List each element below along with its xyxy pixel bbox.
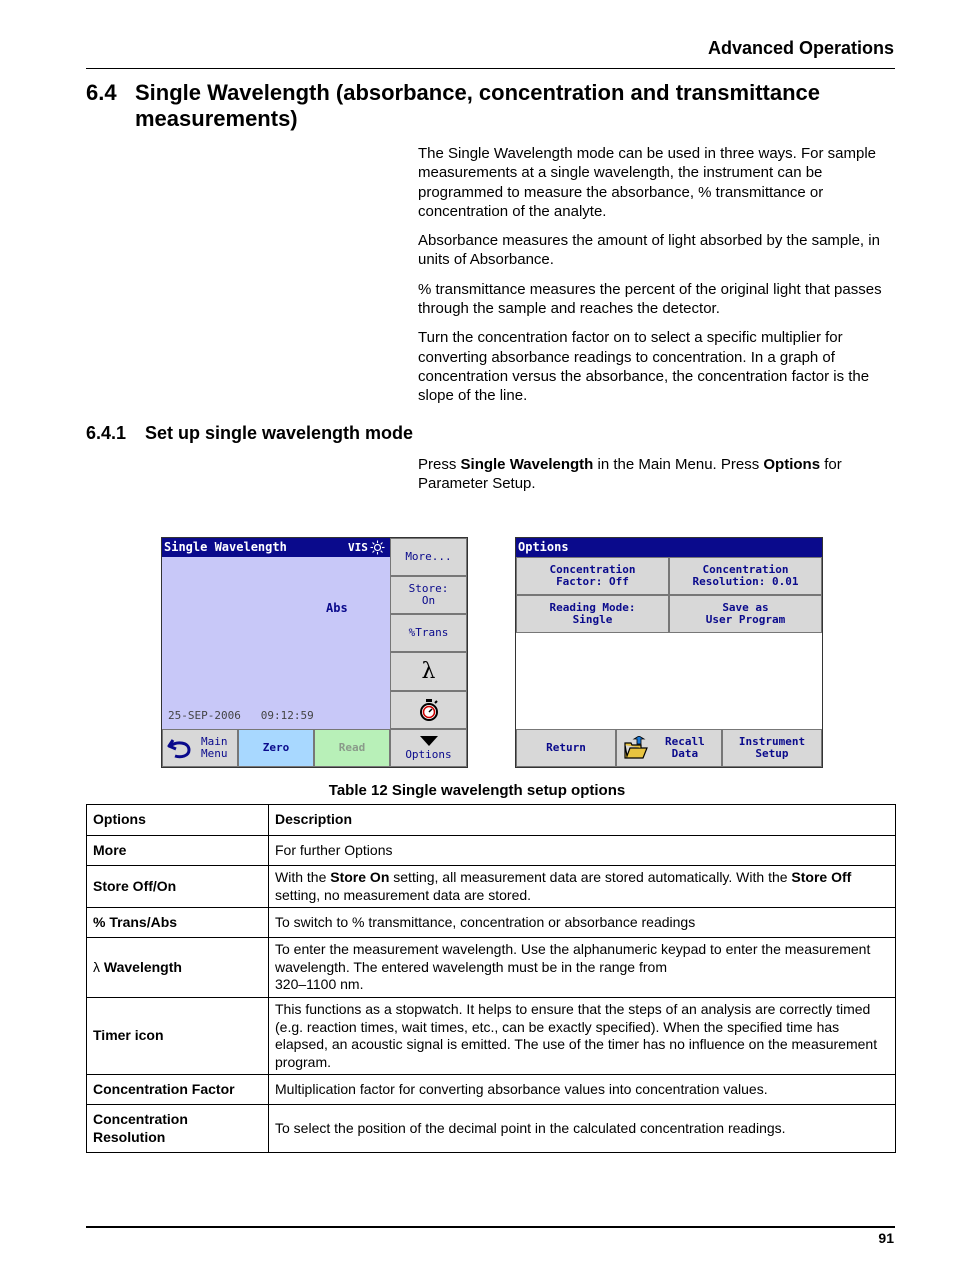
return-button[interactable]: Return	[516, 729, 616, 767]
column-header: Description	[269, 805, 896, 836]
setup-options-table	[86, 804, 896, 1153]
option-cell	[87, 938, 269, 998]
screen-title: Single Wavelength	[164, 540, 287, 554]
down-triangle-icon	[420, 736, 438, 746]
concentration-factor-button[interactable]: Concentration Factor: Off	[516, 557, 669, 595]
table-row	[87, 1075, 896, 1105]
option-cell: Store Off/On	[87, 866, 269, 908]
vis-label: VIS	[348, 541, 368, 554]
recall-data-label: Recall Data	[665, 735, 705, 760]
option-label: Wavelength	[103, 958, 182, 975]
wavelength-button[interactable]	[390, 652, 467, 691]
table-caption: Table 12 Single wavelength setup options	[328, 782, 626, 799]
options-button[interactable]	[390, 729, 467, 767]
reading-display	[162, 557, 390, 729]
recall-data-button[interactable]	[616, 729, 722, 767]
concentration-resolution-button[interactable]: Concentration Resolution: 0.01	[669, 557, 822, 595]
options-empty-area	[516, 633, 822, 729]
store-toggle-button[interactable]: Store: On	[390, 576, 467, 614]
desc-text: 320–1100 nm.	[275, 976, 364, 993]
description-cell	[269, 938, 896, 998]
instruction-text: in the Main Menu. Press	[593, 456, 764, 473]
option-cell: % Trans/Abs	[87, 908, 269, 938]
reading-mode-button[interactable]: Reading Mode: Single	[516, 595, 669, 633]
table-row	[87, 938, 896, 998]
desc-text: setting, all measurement data are stored automatically. With the	[389, 869, 792, 885]
description-cell	[269, 866, 896, 908]
paragraph: % transmittance measures the percent of the original light that passes through the sample and reaches the detector.	[418, 280, 882, 318]
section-number: 6.4	[86, 80, 117, 105]
lambda-icon: λ	[421, 658, 436, 684]
subsection-title: Set up single wavelength mode	[145, 423, 414, 443]
paragraph: Turn the concentration factor on to select a specific multiplier for converting absorbance readings to concentration. In a graph of concentration versus the absorbance, the concentration factor is the slope of the line.	[418, 329, 870, 405]
option-cell: Concentration Factor	[87, 1075, 269, 1105]
instruction-bold: Options	[763, 456, 821, 473]
desc-text: To enter the measurement wavelength. Use the alphanumeric keypad to enter the measurement wavelength. The entered wavelength must be in the range from	[275, 941, 871, 975]
single-wavelength-screen	[161, 537, 468, 768]
table-row	[87, 866, 896, 908]
description-cell: This functions as a stopwatch. It helps to ensure that the steps of an analysis are correctly timed (e.g. reaction times, wait times, etc., can be exactly specified). When the specified time has elapsed, an acoustic signal is emitted. The use of the timer has no influence on the measurement program.	[269, 998, 896, 1075]
desc-bold: Store On	[330, 869, 390, 885]
main-menu-button[interactable]	[162, 729, 238, 767]
read-button[interactable]: Read	[314, 729, 390, 767]
subsection-instruction	[418, 455, 894, 494]
description-cell: For further Options	[269, 836, 896, 866]
option-cell: Concentration Resolution	[87, 1105, 269, 1153]
table-row	[87, 836, 896, 866]
zero-button[interactable]: Zero	[238, 729, 314, 767]
section-title: Single Wavelength (absorbance, concentration and transmittance measurements)	[135, 80, 820, 131]
table-row	[87, 908, 896, 938]
sun-icon	[370, 540, 385, 555]
table-row	[87, 1105, 896, 1153]
chapter-header: Advanced Operations	[707, 38, 894, 58]
page-number: 91	[878, 1230, 894, 1246]
options-label: Options	[405, 747, 452, 761]
desc-text: With the	[275, 869, 331, 885]
header-rule	[86, 68, 895, 69]
desc-bold: Store Off	[791, 869, 852, 885]
instrument-setup-button[interactable]: Instrument Setup	[722, 729, 822, 767]
paragraph: Absorbance measures the amount of light absorbed by the sample, in units of Absorbance.	[418, 232, 880, 269]
instruction-text: for Parameter Setup.	[418, 456, 842, 493]
timer-button[interactable]	[390, 691, 467, 729]
subsection-number: 6.4.1	[86, 423, 127, 443]
table-row	[87, 998, 896, 1075]
screen-titlebar	[516, 538, 822, 557]
section-body	[418, 144, 894, 416]
lambda-icon: λ	[93, 958, 100, 975]
paragraph: The Single Wavelength mode can be used in three ways. For sample measurements at a single wavelength, the instrument can be programmed to measure the absorbance, % transmittance or concentration of the analyte.	[418, 145, 877, 220]
screen-titlebar	[162, 538, 390, 557]
instruction-text: Press	[418, 456, 461, 473]
reading-unit: Abs	[326, 601, 348, 615]
option-cell: More	[87, 836, 269, 866]
main-menu-label: Main Menu	[201, 735, 228, 760]
table-header-row	[87, 805, 896, 836]
save-user-program-button[interactable]: Save as User Program	[669, 595, 822, 633]
desc-text: setting, no measurement data are stored.	[275, 886, 532, 903]
back-arrow-icon	[167, 736, 193, 760]
timer-icon	[418, 698, 440, 722]
description-cell: To select the position of the decimal point in the calculated concentration readings.	[269, 1105, 896, 1153]
screen-title: Options	[518, 540, 569, 554]
trans-abs-button[interactable]: %Trans	[390, 614, 467, 652]
column-header: Options	[87, 805, 269, 836]
more-button[interactable]: More...	[390, 538, 467, 576]
instruction-bold: Single Wavelength	[460, 456, 594, 473]
description-cell: To switch to % transmittance, concentration or absorbance readings	[269, 908, 896, 938]
folder-icon	[623, 736, 649, 760]
datetime: 25-SEP-2006 09:12:59	[168, 709, 314, 722]
description-cell: Multiplication factor for converting absorbance values into concentration values.	[269, 1075, 896, 1105]
options-screen	[515, 537, 823, 768]
footer-rule	[86, 1226, 895, 1228]
option-cell: Timer icon	[87, 998, 269, 1075]
